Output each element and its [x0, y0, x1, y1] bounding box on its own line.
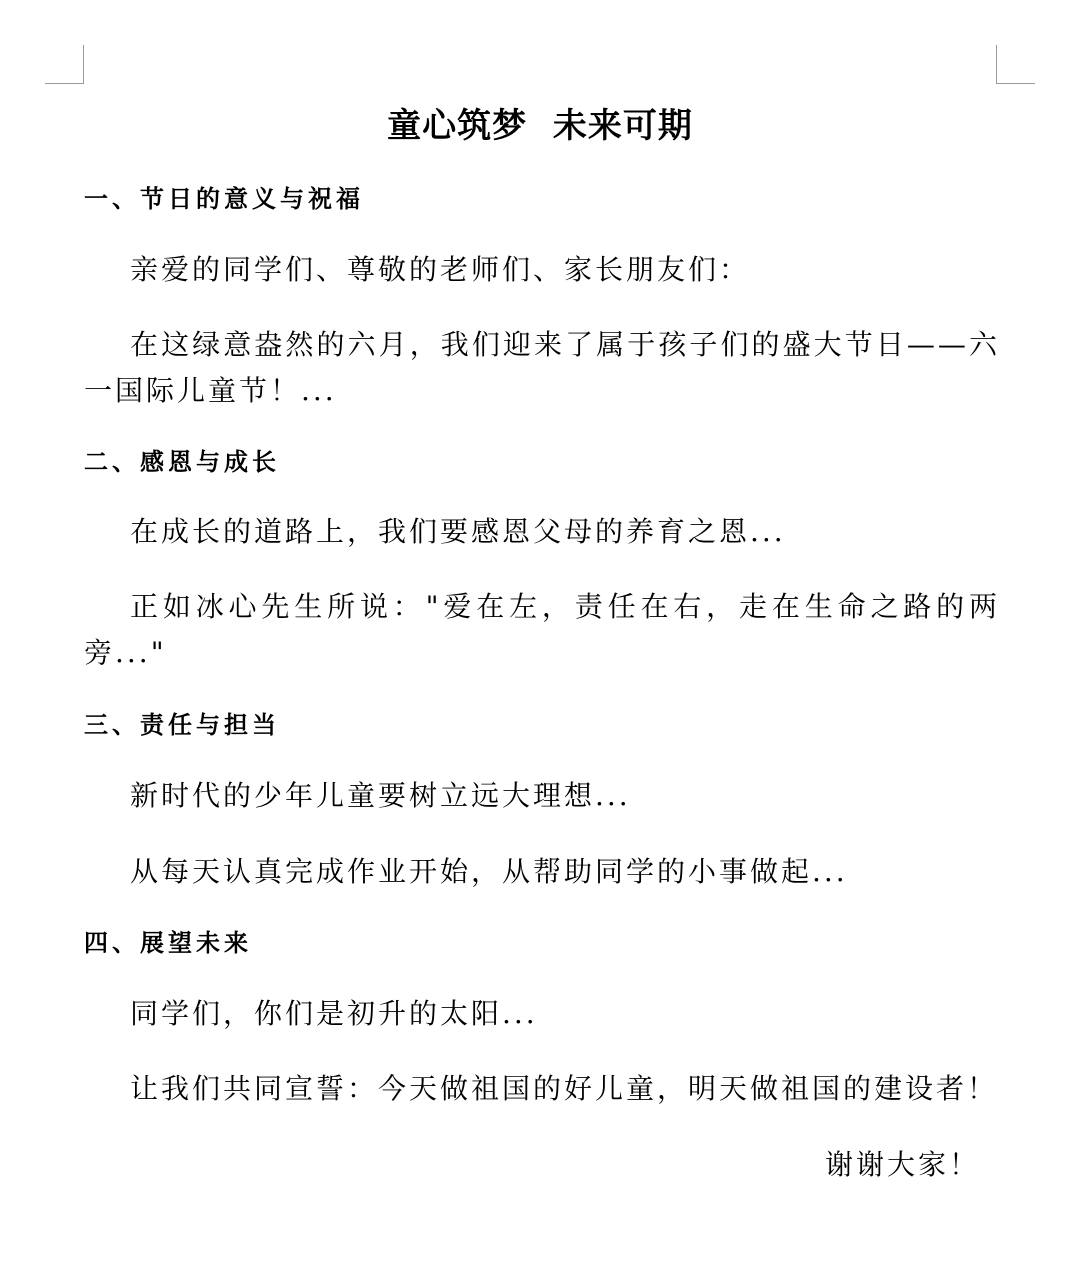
paragraph: 同学们，你们是初升的太阳... — [130, 997, 538, 1030]
paragraph: 新时代的少年儿童要树立远大理想... — [130, 779, 631, 812]
section-heading-2: 二、感恩与成长 — [84, 447, 280, 476]
document-title: 童心筑梦 未来可期 — [387, 106, 693, 146]
section-heading-4: 四、展望未来 — [84, 928, 252, 957]
section-heading-3: 三、责任与担当 — [84, 710, 280, 739]
paragraph: 在成长的道路上，我们要感恩父母的养育之恩... — [130, 515, 786, 548]
page-corner-mark-top-left — [45, 45, 84, 84]
paragraph: 从每天认真完成作业开始，从帮助同学的小事做起... — [130, 855, 848, 888]
paragraph: 亲爱的同学们、尊敬的老师们、家长朋友们： — [130, 253, 751, 286]
paragraph: 正如冰心先生所说："爱在左，责任在右，走在生命之路的两旁..." — [84, 590, 1000, 669]
section-heading-1: 一、节日的意义与祝福 — [84, 184, 364, 213]
paragraph: 让我们共同宣誓：今天做祖国的好儿童，明天做祖国的建设者！ — [130, 1072, 999, 1105]
page-corner-mark-top-right — [996, 45, 1035, 84]
paragraph: 在这绿意盎然的六月，我们迎来了属于孩子们的盛大节日——六一国际儿童节！... — [84, 328, 1000, 407]
closing-remark: 谢谢大家！ — [824, 1148, 980, 1181]
